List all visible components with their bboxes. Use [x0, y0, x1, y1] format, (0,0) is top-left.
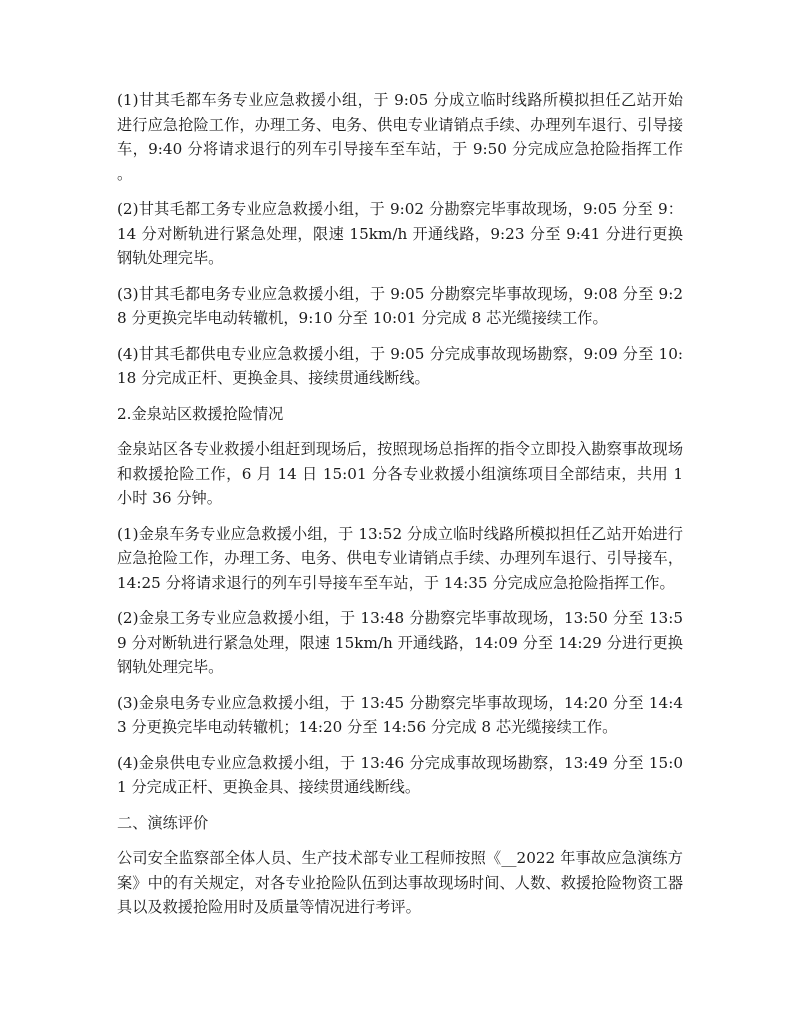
- paragraph-ganqimaodu-dianwu: (3)甘其毛都电务专业应急救援小组，于 9:05 分勘察完毕事故现场，9:08 分至 9:28 分更换完毕电动转辙机，9:10 分至 10:01 分完成 8 芯光缆接续工作。: [117, 284, 683, 327]
- document-body: [117, 88, 683, 931]
- paragraph-jinquan-chewu: (1)金泉车务专业应急救援小组，于 13:52 分成立临时线路所模拟担任乙站开始进行应急抢险工作，办理工务、电务、供电专业请销点手续、办理列车退行、引导接车，14:25 分将请求退行的列车引导接车至车站，于 14:35 分完成应急抢险指挥工作。: [117, 524, 683, 592]
- section-heading-jinquan: 2.金泉站区救援抢险情况: [117, 404, 284, 423]
- paragraph-jinquan-gongdian: (4)金泉供电专业应急救援小组，于 13:46 分完成事故现场勘察，13:49 分至 15:01 分完成正杆、更换金具、接续贯通线断线。: [117, 753, 683, 796]
- paragraph-jinquan-dianwu: (3)金泉电务专业应急救援小组，于 13:45 分勘察完毕事故现场，14:20 分至 14:43 分更换完毕电动转辙机；14:20 分至 14:56 分完成 8 芯光缆接续工作。: [117, 693, 683, 736]
- section-heading-evaluation: 二、演练评价: [117, 813, 209, 832]
- paragraph-ganqimaodu-chewu: (1)甘其毛都车务专业应急救援小组，于 9:05 分成立临时线路所模拟担任乙站开始进行应急抢险工作，办理工务、电务、供电专业请销点手续、办理列车退行、引导接车，9:40 分将请求退行的列车引导接车至车站，于 9:50 分完成应急抢险指挥工作。: [117, 91, 683, 183]
- paragraph-ganqimaodu-gongwu: (2)甘其毛都工务专业应急救援小组，于 9:02 分勘察完毕事故现场，9:05 分至 9：14 分对断轨进行紧急处理，限速 15km/h 开通线路，9:23 分至 9:41 分进行更换钢轨处理完毕。: [117, 200, 683, 267]
- paragraph-ganqimaodu-gongdian: (4)甘其毛都供电专业应急救援小组，于 9:05 分完成事故现场勘察，9:09 分至 10:18 分完成正杆、更换金具、接续贯通线断线。: [117, 344, 683, 387]
- paragraph-evaluation: 公司安全监察部全体人员、生产技术部专业工程师按照《__2022 年事故应急演练方案》中的有关规定，对各专业抢险队伍到达事故现场时间、人数、救援抢险物资工器具以及救援抢险用时及质量等情况进行考评。: [117, 849, 683, 916]
- paragraph-jinquan-summary: 金泉站区各专业救援小组赶到现场后，按照现场总指挥的指令立即投入勘察事故现场和救援抢险工作，6 月 14 日 15:01 分各专业救援小组演练项目全部结束，共用 1 小时 36 分钟。: [117, 440, 683, 507]
- paragraph-jinquan-gongwu: (2)金泉工务专业应急救援小组，于 13:48 分勘察完毕事故现场，13:50 分至 13:59 分对断轨进行紧急处理，限速 15km/h 开通线路，14:09 分至 14:29 分进行更换钢轨处理完毕。: [117, 609, 683, 676]
